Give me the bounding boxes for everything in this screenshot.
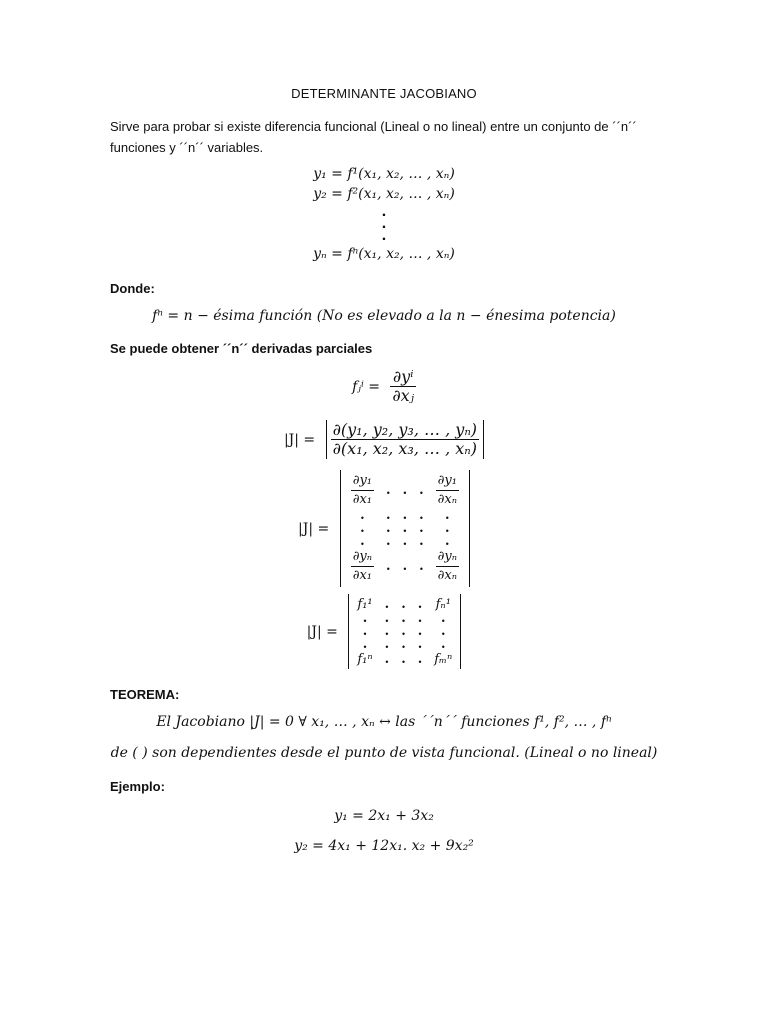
j3-bottom-right: fₘⁿ <box>434 651 453 667</box>
j3-top-left: f₁¹ <box>357 596 373 612</box>
partial-lhs: fⱼⁱ = <box>352 378 380 395</box>
matrix-dot: . <box>419 559 424 574</box>
matrix-dot: . <box>441 637 446 652</box>
matrix-dot: . <box>419 521 424 536</box>
matrix-dot: . <box>362 637 368 652</box>
fraction-denominator: ∂x₁ <box>352 568 372 583</box>
matrix-dot: . <box>417 637 423 652</box>
jacobian-partials-matrix <box>0 470 768 587</box>
j2-bottom-left <box>351 548 374 585</box>
matrix-cell <box>430 548 465 585</box>
jacobian1-lhs: |J| = <box>283 431 316 448</box>
jacobian1-num: ∂(y₁, y₂, y₃, … , yₙ) <box>332 420 478 439</box>
matrix-dot: . <box>384 651 390 667</box>
matrix-dot: . <box>417 624 423 639</box>
vdot-3: . <box>381 227 387 244</box>
matrix-dot: . <box>386 521 391 536</box>
matrix-cell <box>345 548 380 585</box>
fraction-numerator: ∂y₁ <box>351 472 374 491</box>
matrix-dot: . <box>386 559 391 574</box>
jacobian2-table <box>345 472 465 585</box>
matrix-dot: . <box>362 611 368 626</box>
matrix-dot: . <box>419 483 424 498</box>
function-system <box>0 164 768 204</box>
matrix-dot: . <box>419 508 424 523</box>
jacobian1-bars <box>326 420 484 459</box>
example-equation-1: y₁ = 2x₁ + 3x₂ <box>334 808 434 824</box>
matrix-dot: . <box>384 611 390 626</box>
theorem-label: TEOREMA: <box>110 687 180 702</box>
partial-definition <box>0 368 768 405</box>
fraction-denominator: ∂xₙ <box>437 568 457 583</box>
matrix-dot: . <box>402 483 408 498</box>
fraction-numerator: ∂y₁ <box>436 472 459 491</box>
function-row-1: y₁ = f¹(x₁, x₂, … , xₙ) <box>313 166 455 182</box>
jacobian2-bars <box>340 470 470 587</box>
function-row-2: y₂ = f²(x₁, x₂, … , xₙ) <box>313 186 455 202</box>
j2-top-left <box>351 472 374 509</box>
jacobian1-den: ∂(x₁, x₂, x₃, … , xₙ) <box>332 439 478 458</box>
matrix-dot: . <box>401 624 406 639</box>
donde-label: Donde: <box>110 281 155 296</box>
j3-top-right: fₙ¹ <box>435 596 451 612</box>
fraction-denominator: ∂xₙ <box>437 492 457 507</box>
example-equation-2: y₂ = 4x₁ + 12x₁. x₂ + 9x₂² <box>294 838 474 854</box>
jacobian-f-matrix <box>0 594 768 669</box>
function-vertical-dots <box>0 203 768 244</box>
partial-den: ∂xⱼ <box>392 386 414 405</box>
matrix-dot: . <box>417 611 423 626</box>
partial-num: ∂yⁱ <box>390 368 416 387</box>
jacobian2-lhs: |J| = <box>298 520 330 537</box>
intro-line-2: funciones y ´´n´´ variables. <box>110 140 264 155</box>
j3-bottom-left: f₁ⁿ <box>357 651 373 667</box>
matrix-cell <box>345 472 380 509</box>
matrix-dot: . <box>360 521 365 536</box>
matrix-dot: . <box>402 521 408 536</box>
fraction-numerator: ∂yₙ <box>351 548 374 567</box>
theorem-line-2: de ( ) son dependientes desde el punto de vista funcional. (Lineal o no lineal) <box>110 745 658 761</box>
j2-bottom-right <box>436 548 459 585</box>
matrix-dot: . <box>384 596 390 612</box>
partial-fraction <box>390 368 416 405</box>
matrix-dot: . <box>386 483 391 498</box>
fraction-denominator: ∂x₁ <box>352 492 372 507</box>
matrix-dot: . <box>401 596 406 612</box>
matrix-dot: . <box>386 534 391 549</box>
jacobian3-table <box>351 596 458 667</box>
partials-label: Se puede obtener ´´n´´ derivadas parciales <box>110 341 373 356</box>
example-label: Ejemplo: <box>110 779 165 794</box>
j2-top-right <box>436 472 459 509</box>
matrix-dot: . <box>362 624 368 639</box>
matrix-dot: . <box>402 534 408 549</box>
matrix-dot: . <box>417 651 423 667</box>
matrix-dot: . <box>419 534 424 549</box>
jacobian-quotient <box>0 420 768 459</box>
intro-paragraph <box>110 116 670 158</box>
vdot-2: . <box>381 215 387 232</box>
vdot-1: . <box>381 203 387 220</box>
matrix-dot: . <box>441 611 446 626</box>
matrix-dot: . <box>360 508 365 523</box>
jacobian1-fraction <box>331 421 479 458</box>
matrix-dot: . <box>402 508 408 523</box>
matrix-dot: . <box>402 559 408 574</box>
document-title: DETERMINANTE JACOBIANO <box>291 86 477 101</box>
matrix-cell <box>430 472 465 509</box>
donde-equation: fⁿ = n − ésima función (No es elevado a la n − énesima potencia) <box>152 308 616 324</box>
intro-line-1: Sirve para probar si existe diferencia funcional (Lineal o no lineal) entre un conjunto de ´´n´´ <box>110 119 637 134</box>
matrix-dot: . <box>401 651 406 667</box>
matrix-dot: . <box>401 637 406 652</box>
matrix-dot: . <box>386 508 391 523</box>
function-row-n: yₙ = fⁿ(x₁, x₂, … , xₙ) <box>313 246 455 262</box>
matrix-dot: . <box>401 611 406 626</box>
matrix-dot: . <box>445 521 450 536</box>
matrix-dot: . <box>417 596 423 612</box>
matrix-dot: . <box>441 624 446 639</box>
matrix-dot: . <box>384 637 390 652</box>
theorem-line-1: El Jacobiano |J| = 0 ∀ x₁, … , xₙ ↔ las ´´n´´ funciones f¹, f², … , fⁿ <box>156 714 612 730</box>
matrix-dot: . <box>445 534 450 549</box>
jacobian3-bars <box>348 594 461 669</box>
matrix-dot: . <box>445 508 450 523</box>
matrix-dot: . <box>360 534 365 549</box>
fraction-numerator: ∂yₙ <box>436 548 459 567</box>
jacobian3-lhs: |J| = <box>306 623 338 640</box>
matrix-dot: . <box>384 624 390 639</box>
